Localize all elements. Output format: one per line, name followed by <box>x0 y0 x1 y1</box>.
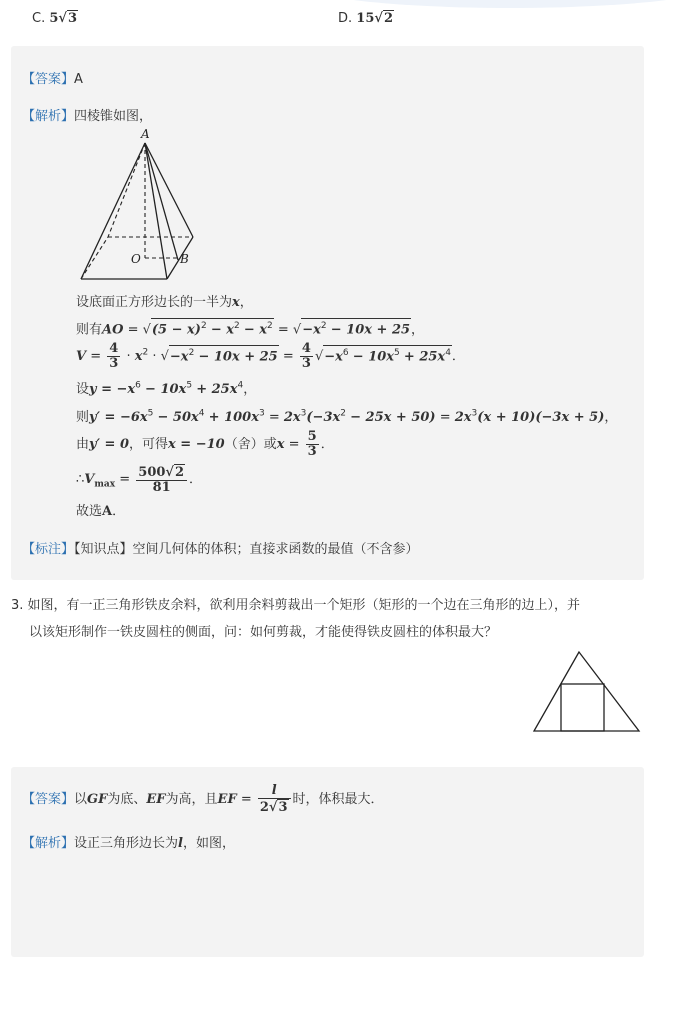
option-d-value: 15√2 <box>356 11 393 26</box>
answer-tag: 【答案】 <box>22 792 75 807</box>
step-4: 设$y = -x^6 - 10x^5 + 25x^4$， <box>76 380 257 397</box>
q2-note <box>22 538 419 557</box>
pyramid-figure <box>70 124 210 286</box>
q3-analysis: 【解析】设正三角形边长为l，如图， <box>22 836 235 851</box>
q3-question <box>11 592 651 646</box>
step-3: V = $\frac{4}{3}$ · $x^2 \cdot √-x^2 - 10x + 25$ = $\frac{4}{3}$ $√-x^6 - 10x^5 + 25x^4$． <box>76 341 465 371</box>
analysis-tag: 【解析】 <box>22 109 75 124</box>
analysis-intro: 四棱锥如图， <box>74 109 153 124</box>
label-b: B <box>180 252 189 266</box>
q3-number: 3. <box>11 598 24 613</box>
note-text: 【知识点】空间几何体的体积；直接求函数的最值（不含参） <box>74 542 419 557</box>
q3-answer: 【答案】以GF为底、EF为高，且EF = $\frac{l}{2√3}$ 时，体积最大． <box>22 783 384 815</box>
label-a: A <box>141 127 150 141</box>
q3-line-2: 以该矩形制作一铁皮圆柱的侧面，问：如何剪裁，才能使得铁皮圆柱的体积最大？ <box>29 625 498 640</box>
answer-value: A <box>74 72 83 87</box>
step-1: 设底面正方形边长的一半为x， <box>76 295 253 310</box>
step-2: 则有AO = $√(5 - x)^2 - x^2 - x^2 = √-x^2 - 10x + 25$， <box>76 318 424 337</box>
option-d-label: D. <box>338 11 353 26</box>
option-c-value: 5√3 <box>49 11 77 26</box>
label-o: O <box>131 252 141 266</box>
note-tag: 【标注】 <box>22 542 75 557</box>
option-c-label: C. <box>32 11 46 26</box>
option-d[interactable] <box>338 10 394 26</box>
q2-analysis-header <box>22 105 152 124</box>
step-5: 则$y' = -6x^5 - 50x^4 + 100x^3 = 2x^3(-3x^2 - 25x + 50) = 2x^3(x + 10)(-3x + 5)$， <box>76 408 618 425</box>
step-8: 故选A． <box>76 504 126 519</box>
option-c[interactable] <box>32 10 78 26</box>
top-decoration <box>300 0 688 8</box>
step-7: $\therefore V_{max}$ = $\frac{500√2}{81}$ ． <box>76 465 203 495</box>
q3-fraction: $\frac{l}{2√3}$ <box>258 784 291 815</box>
q3-line-1: 3. 如图，有一正三角形铁皮余料，欲利用余料剪裁出一个矩形（矩形的一个边在三角形的边上），并 <box>11 598 581 613</box>
answer-tag: 【答案】 <box>22 72 75 87</box>
step-6: 由y′ = 0，可得x = −10（舍）或x = $\frac{5}{3}$ ． <box>76 429 334 459</box>
analysis-tag: 【解析】 <box>22 836 75 851</box>
q2-answer <box>22 68 83 87</box>
triangle-figure <box>530 648 644 736</box>
